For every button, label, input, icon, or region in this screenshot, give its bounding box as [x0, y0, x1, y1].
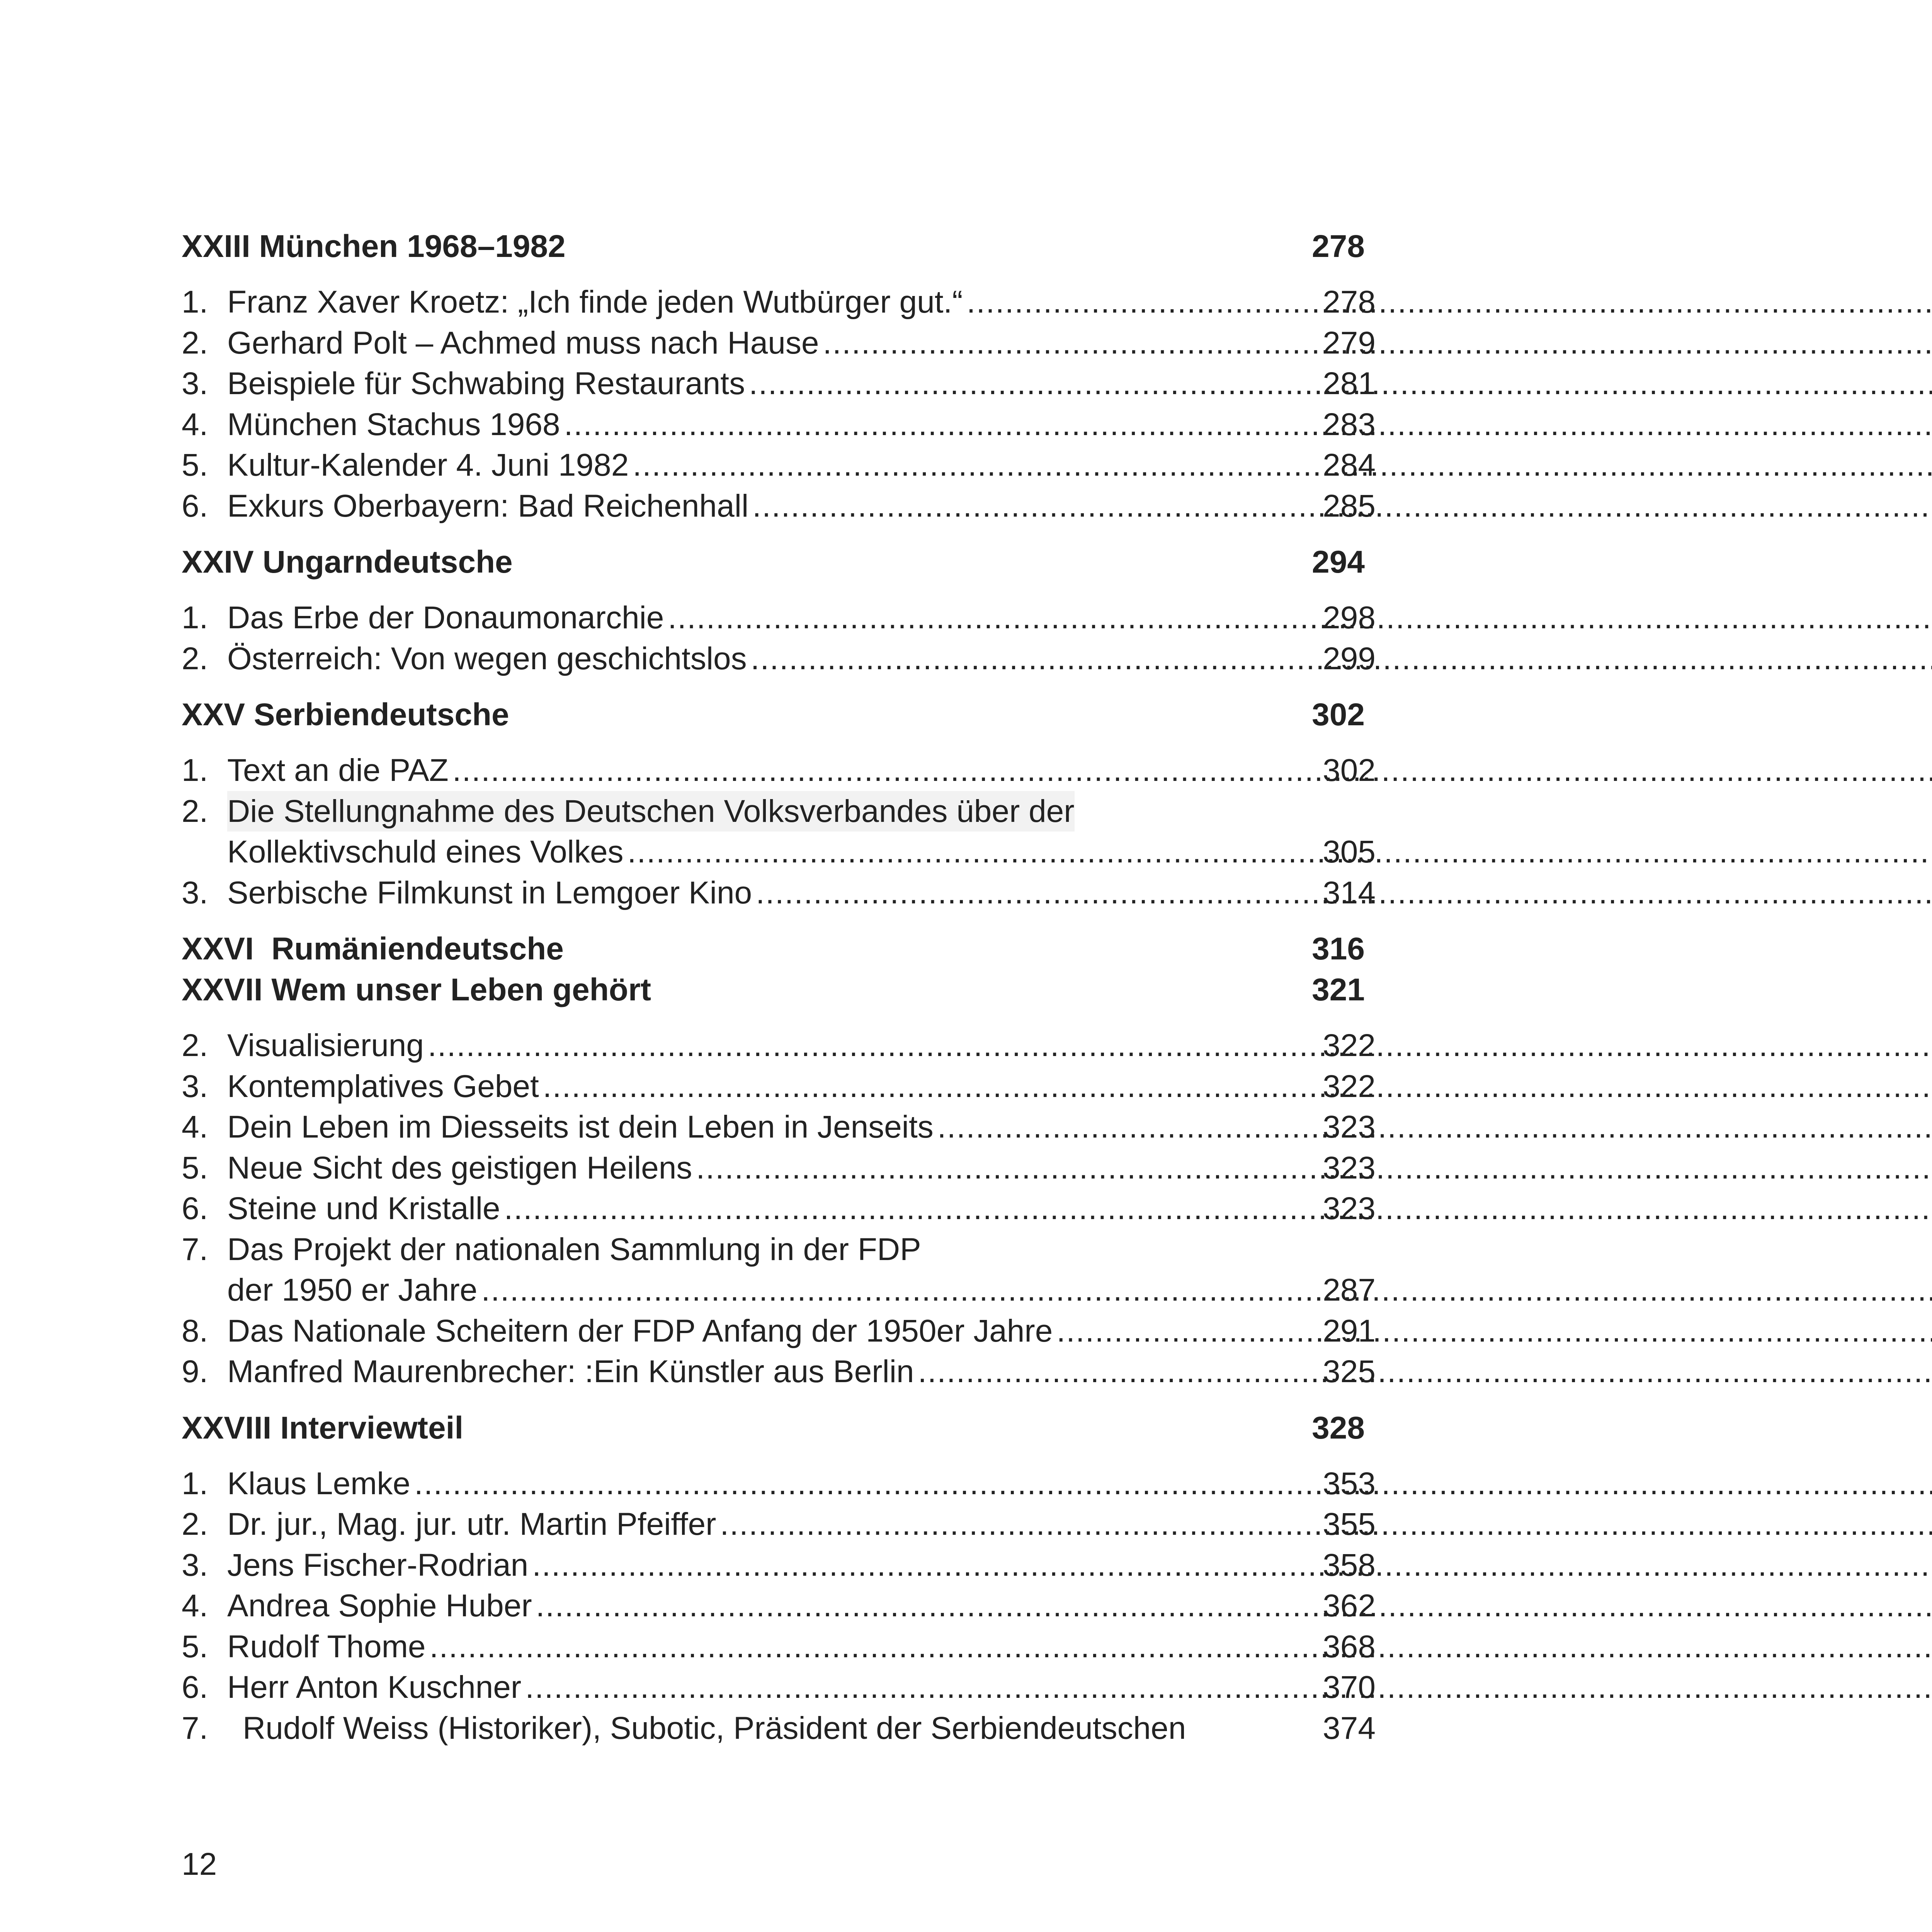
toc-entry: [182, 1066, 1376, 1107]
dot-leader: [532, 1545, 1320, 1586]
entry-number: 2.: [182, 325, 208, 361]
entry-title: der 1950 er Jahre: [227, 1272, 478, 1308]
entry-title: Text an die PAZ: [227, 753, 449, 788]
entry-page: 305: [1323, 834, 1376, 869]
entry-number: 7.: [182, 1231, 208, 1267]
toc-entry: [182, 323, 1376, 364]
entry-number: 3.: [182, 1547, 208, 1583]
entry-number: 6.: [182, 488, 208, 524]
dot-leader: [720, 1504, 1320, 1545]
entry-title: Neue Sicht des geistigen Heilens: [227, 1150, 692, 1185]
toc-entry: [182, 1148, 1376, 1189]
dot-leader: [452, 750, 1320, 791]
dot-leader: [543, 1066, 1320, 1107]
entry-title: Kontemplatives Gebet: [227, 1068, 539, 1104]
entry-title: Rudolf Thome: [227, 1629, 426, 1664]
section-title: XXIII München 1968–1982: [182, 229, 566, 264]
entry-number: 3.: [182, 1068, 208, 1104]
dot-leader: [430, 1626, 1321, 1667]
entry-number: 1.: [182, 600, 208, 635]
toc-entry: [182, 1229, 1376, 1270]
entry-page: 368: [1323, 1629, 1376, 1664]
entry-title: Franz Xaver Kroetz: „Ich finde jeden Wutbürger gut.“: [227, 284, 963, 320]
toc-entry: [182, 638, 1376, 679]
dot-leader: [628, 832, 1321, 872]
entry-title: Gerhard Polt – Achmed muss nach Hause: [227, 325, 819, 361]
toc-entry-continuation: [182, 1270, 1376, 1311]
section-heading: [182, 542, 1376, 583]
toc-entry: [182, 1311, 1376, 1352]
entry-number: 3.: [182, 875, 208, 910]
entry-page: 355: [1323, 1507, 1376, 1542]
section-title: XXIV Ungarndeutsche: [182, 544, 513, 580]
dot-leader: [918, 1351, 1321, 1392]
dot-leader: [756, 872, 1320, 913]
dot-leader: [633, 445, 1320, 486]
toc-entry-continuation: [182, 832, 1376, 872]
entry-number: 5.: [182, 447, 208, 483]
entry-page: 322: [1323, 1068, 1376, 1104]
entry-page: 285: [1323, 488, 1376, 524]
entry-number: 4.: [182, 1588, 208, 1623]
entry-number: 2.: [182, 1028, 208, 1063]
entry-number: 5.: [182, 1150, 208, 1185]
section-title: XXV Serbiendeutsche: [182, 697, 509, 732]
dot-leader: [564, 404, 1321, 445]
entry-title: Kollektivschuld eines Volkes: [227, 834, 624, 869]
entry-title: Österreich: Von wegen geschichtslos: [227, 641, 747, 676]
dot-leader: [414, 1463, 1320, 1504]
toc-entry: [182, 1504, 1376, 1545]
entry-page: 322: [1323, 1028, 1376, 1063]
toc-entry: [182, 597, 1376, 638]
entry-number: 7.: [182, 1710, 208, 1746]
entry-page: 314: [1323, 875, 1376, 910]
entry-number: 2.: [182, 793, 208, 829]
entry-page: 284: [1323, 447, 1376, 483]
entry-title: Serbische Filmkunst in Lemgoer Kino: [227, 875, 752, 910]
toc-entry: [182, 404, 1376, 445]
entry-number: 9.: [182, 1354, 208, 1389]
entry-page: 374: [1323, 1710, 1376, 1746]
dot-leader: [752, 486, 1320, 527]
entry-title: Das Nationale Scheitern der FDP Anfang der 1950er Jahre: [227, 1313, 1053, 1349]
section-page: 294: [1312, 544, 1365, 580]
entry-page: 323: [1323, 1191, 1376, 1226]
toc-entry: [182, 791, 1376, 832]
entry-page: 353: [1323, 1466, 1376, 1501]
entry-title: Herr Anton Kuschner: [227, 1670, 522, 1705]
toc-entry: [182, 1351, 1376, 1392]
entry-title: Andrea Sophie Huber: [227, 1588, 532, 1623]
section-title: XXVI Rumäniendeutsche: [182, 931, 564, 966]
section-page: 321: [1312, 972, 1365, 1007]
entry-number: 4.: [182, 1109, 208, 1145]
entry-page: 278: [1323, 284, 1376, 320]
entry-page: 299: [1323, 641, 1376, 676]
section-title: XXVII Wem unser Leben gehört: [182, 972, 651, 1007]
dot-leader: [481, 1270, 1320, 1311]
entry-number: 2.: [182, 641, 208, 676]
entry-page: 291: [1323, 1313, 1376, 1349]
dot-leader: [749, 363, 1320, 404]
entry-number: 6.: [182, 1191, 208, 1226]
toc-entry: [182, 750, 1376, 791]
section-heading: [182, 694, 1376, 735]
section-page: 328: [1312, 1410, 1365, 1446]
entry-title: Exkurs Oberbayern: Bad Reichenhall: [227, 488, 749, 524]
dot-leader: [823, 323, 1320, 364]
section-heading: [182, 1408, 1376, 1449]
toc-entry: [182, 1626, 1376, 1667]
entry-page: 287: [1323, 1272, 1376, 1308]
dot-leader: [428, 1025, 1320, 1066]
entry-title: Dr. jur., Mag. jur. utr. Martin Pfeiffer: [227, 1507, 716, 1542]
entry-title: Kultur-Kalender 4. Juni 1982: [227, 447, 629, 483]
section-page: 316: [1312, 931, 1365, 966]
dot-leader: [1056, 1311, 1320, 1352]
entry-page: 302: [1323, 753, 1376, 788]
entry-title: Beispiele für Schwabing Restaurants: [227, 366, 745, 401]
entry-number: 5.: [182, 1629, 208, 1664]
entry-number: 6.: [182, 1670, 208, 1705]
entry-title: Klaus Lemke: [227, 1466, 411, 1501]
dot-leader: [525, 1667, 1320, 1708]
section-page: 278: [1312, 229, 1365, 264]
toc-entry: [182, 282, 1376, 323]
entry-number: 1.: [182, 1466, 208, 1501]
toc-entry: [182, 1463, 1376, 1504]
entry-page: 362: [1323, 1588, 1376, 1623]
entry-page: 281: [1323, 366, 1376, 401]
dot-leader: [967, 282, 1321, 323]
entry-page: 325: [1323, 1354, 1376, 1389]
entry-title: Das Erbe der Donaumonarchie: [227, 600, 664, 635]
entry-number: 1.: [182, 753, 208, 788]
entry-title: München Stachus 1968: [227, 406, 560, 442]
entry-title: Steine und Kristalle: [227, 1191, 500, 1226]
toc-entry: [182, 363, 1376, 404]
table-of-contents: [182, 226, 1376, 1748]
section-title: XXVIII Interviewteil: [182, 1410, 464, 1446]
entry-number: 2.: [182, 1507, 208, 1542]
entry-page: 279: [1323, 325, 1376, 361]
dot-leader: [751, 638, 1321, 679]
entry-title: Dein Leben im Diesseits ist dein Leben in Jenseits: [227, 1109, 934, 1145]
toc-entry: [182, 1585, 1376, 1626]
section-heading: [182, 929, 1376, 969]
toc-entry: [182, 445, 1376, 486]
entry-number: 8.: [182, 1313, 208, 1349]
toc-entry: [182, 1107, 1376, 1148]
toc-entry: [182, 1667, 1376, 1708]
entry-page: 283: [1323, 406, 1376, 442]
page-number: 12: [182, 1847, 217, 1882]
entry-page: 323: [1323, 1150, 1376, 1185]
entry-number: 4.: [182, 406, 208, 442]
entry-title: Rudolf Weiss (Historiker), Subotic, Präsident der Serbiendeutschen: [243, 1710, 1186, 1746]
toc-entry: [182, 1545, 1376, 1586]
dot-leader: [536, 1585, 1321, 1626]
dot-leader: [696, 1148, 1320, 1189]
toc-entry: [182, 486, 1376, 527]
entry-page: 358: [1323, 1547, 1376, 1583]
entry-title: Visualisierung: [227, 1028, 424, 1063]
entry-number: 3.: [182, 366, 208, 401]
entry-title: Jens Fischer-Rodrian: [227, 1547, 529, 1583]
dot-leader: [504, 1188, 1321, 1229]
entry-title: Die Stellungnahme des Deutschen Volksverbandes über der: [227, 791, 1075, 832]
entry-page: 323: [1323, 1109, 1376, 1145]
section-heading: [182, 969, 1376, 1010]
section-heading: [182, 226, 1376, 267]
entry-page: 298: [1323, 600, 1376, 635]
toc-entry: [182, 1708, 1376, 1749]
toc-entry: [182, 872, 1376, 913]
entry-title: Manfred Maurenbrecher: :Ein Künstler aus Berlin: [227, 1354, 914, 1389]
entry-page: 370: [1323, 1670, 1376, 1705]
dot-leader: [668, 597, 1320, 638]
dot-leader: [937, 1107, 1320, 1148]
entry-title: Das Projekt der nationalen Sammlung in der FDP: [227, 1231, 921, 1267]
toc-entry: [182, 1025, 1376, 1066]
entry-number: 1.: [182, 284, 208, 320]
toc-entry: [182, 1188, 1376, 1229]
section-page: 302: [1312, 697, 1365, 732]
